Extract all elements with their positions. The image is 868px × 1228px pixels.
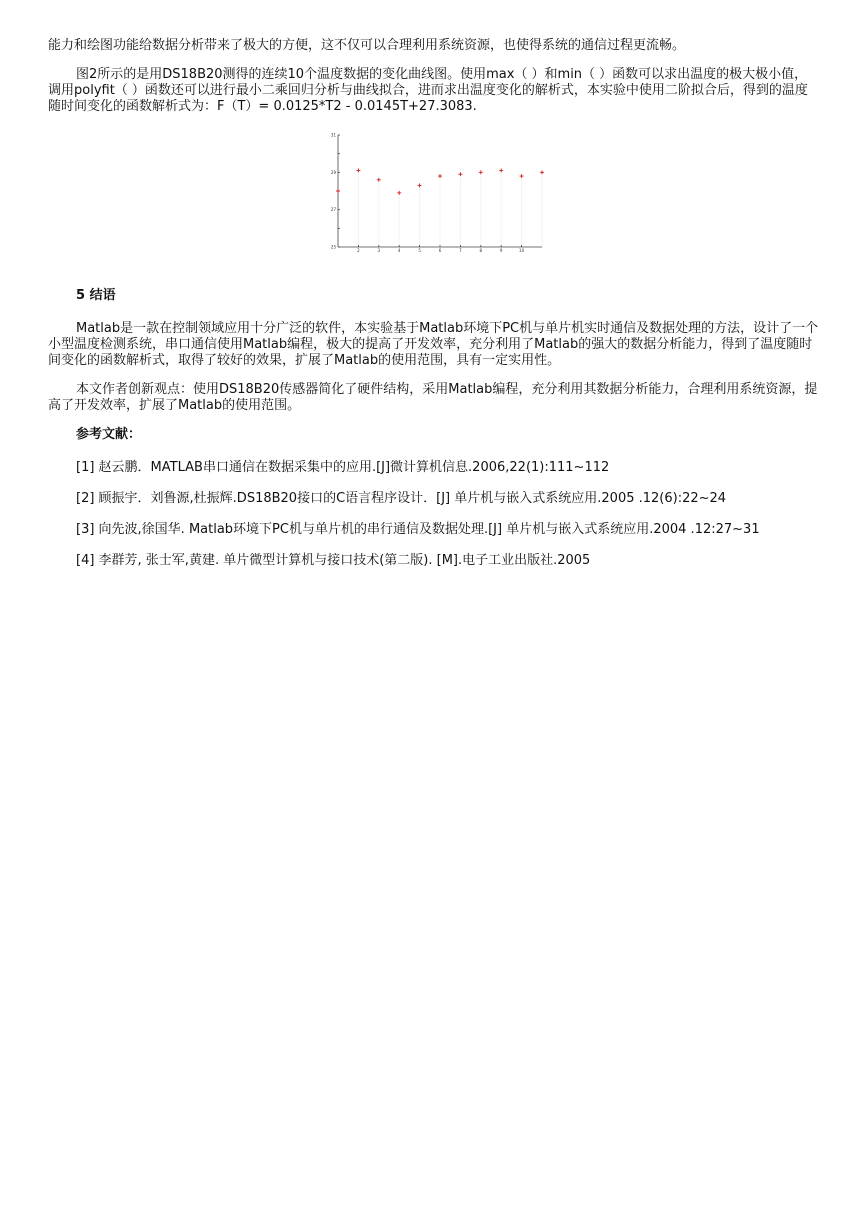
y-tick-label: 29 — [330, 169, 336, 175]
data-point — [377, 178, 381, 182]
x-tick-label: 2 — [357, 248, 360, 252]
y-tick-label: 31 — [330, 132, 336, 138]
paragraph-intro: 能力和绘图功能给数据分析带来了极大的方便，这不仅可以合理利用系统资源，也使得系统的通信过程更流畅。 — [48, 38, 686, 53]
data-point — [520, 174, 524, 178]
x-tick-label: 10 — [519, 248, 525, 252]
reference-item-4: [4] 李群芳, 张士军,黄建. 单片微型计算机与接口技术(第二版). [M].电子工业出版社.2005 — [76, 553, 591, 568]
data-point — [458, 172, 462, 176]
document-page — [48, 38, 820, 584]
reference-item-1: [1] 赵云鹏．MATLAB串口通信在数据采集中的应用.[J]微计算机信息.2006,22(1):111~112 — [76, 460, 610, 475]
y-tick-label: 27 — [330, 207, 336, 213]
section-heading-conclusion: 5 结语 — [76, 288, 116, 303]
paragraph-innovation: 本文作者创新观点：使用DS18B20传感器简化了硬件结构，采用Matlab编程，充分利用其数据分析能力，合理利用系统资源，提高了开发效率，扩展了Matlab的使用范围。 — [48, 382, 818, 413]
data-point — [356, 168, 360, 172]
references-heading: 参考文献： — [76, 427, 142, 442]
x-tick-label: 9 — [499, 248, 503, 252]
x-tick-label: 7 — [459, 248, 462, 252]
paragraph-conclusion: Matlab是一款在控制领域应用十分广泛的软件，本实验基于Matlab环境下PC机与单片机实时通信及数据处理的方法，设计了一个小型温度检测系统，串口通信使用Matlab编程，极大的提高了开发效率，充分利用了Matlab的强大的数据分析能力，得到了温度随时间变化的函数解析式，取得了较好的效果，扩展了Matlab的使用范围，具有一定实用性。 — [48, 321, 819, 368]
temperature-scatter-chart — [320, 128, 550, 252]
x-tick-label: 4 — [397, 248, 401, 252]
figure-temperature-chart — [48, 128, 820, 268]
x-tick-label: 5 — [418, 248, 421, 252]
data-point — [479, 170, 483, 174]
data-point — [418, 183, 422, 187]
x-tick-label: 3 — [377, 248, 381, 252]
x-tick-label: 6 — [438, 248, 442, 252]
reference-item-2: [2] 顾振宇．刘鲁源,杜振辉.DS18B20接口的C语言程序设计．[J] 单片机与嵌入式系统应用.2005 .12(6):22~24 — [76, 491, 727, 506]
data-point — [397, 191, 401, 195]
x-tick-label: 8 — [479, 248, 483, 252]
data-point — [438, 174, 442, 178]
y-tick-label: 25 — [330, 244, 336, 250]
paragraph-figure-description: 图2所示的是用DS18B20测得的连续10个温度数据的变化曲线图。使用max（ ）和min（ ）函数可以求出温度的极大极小值，调用polyfit（ ）函数还可以进行最小二乘回归分析与曲线拟合，进而求出温度变化的解析式，本实验中使用二阶拟合后，得到的温度随时间变化的函数解析式为：F（T）= 0.0125*T2 - 0.0145T+27.3083. — [48, 67, 808, 114]
data-point — [336, 189, 340, 193]
reference-item-3: [3] 向先波,徐国华. Matlab环境下PC机与单片机的串行通信及数据处理.[J] 单片机与嵌入式系统应用.2004 .12:27~31 — [76, 522, 760, 537]
data-point — [499, 168, 503, 172]
data-point — [540, 170, 544, 174]
